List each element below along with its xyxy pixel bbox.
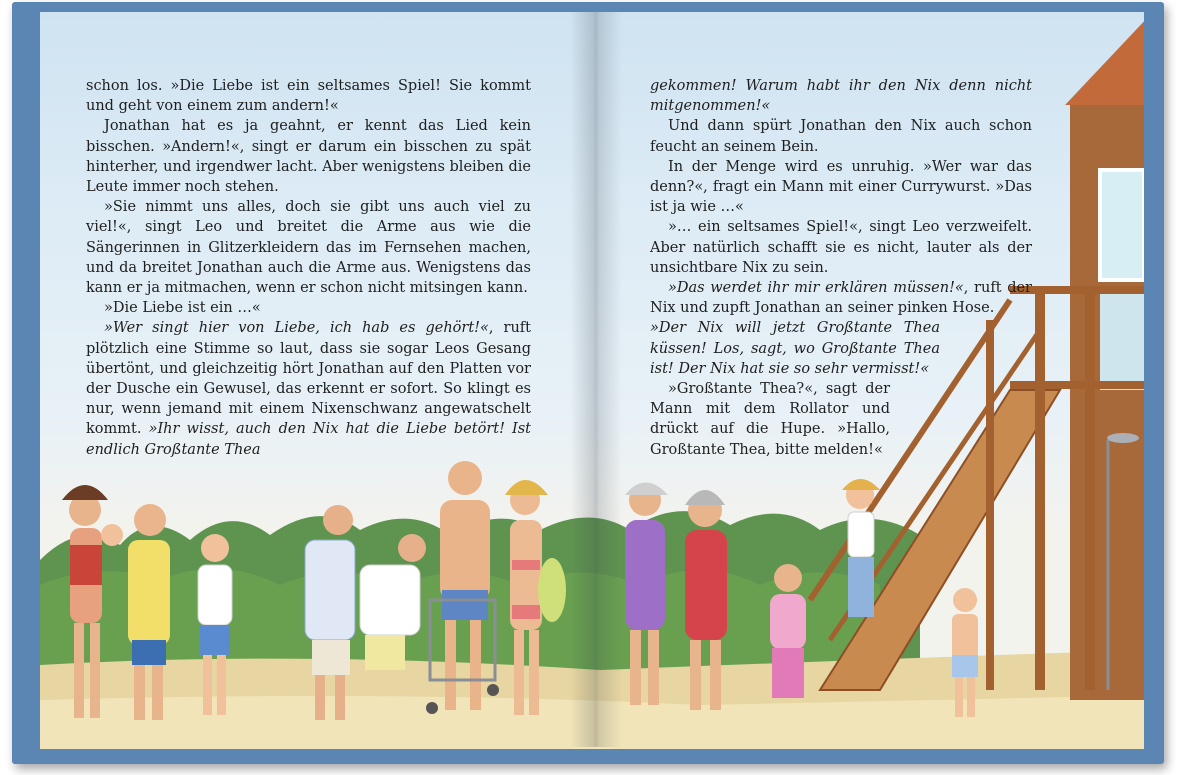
shower-building bbox=[1065, 15, 1150, 700]
left-paragraph-3: »Sie nimmt uns alles, doch sie gibt uns auch viel zu viel!«, singt Leo und breitet die Arme aus wie die Sängerinnen in Glitzerkleidern das im Fernsehen machen, und da breitet Jonathan auch die Arme aus. Wenigstens das kann er ja mitmachen, wenn er schon nicht mitsingen kann. bbox=[86, 199, 531, 297]
right-paragraph-5 bbox=[650, 278, 1032, 318]
left-paragraph-5 bbox=[86, 318, 531, 459]
right-paragraph-1-quote: gekommen! Warum habt ihr den Nix denn nicht mitgenommen!« bbox=[650, 78, 1032, 115]
right-paragraph-2: Und dann spürt Jonathan den Nix auch schon feucht an seinem Bein. bbox=[650, 118, 1032, 155]
left-paragraph-5-text: , ruft plötzlich eine Stimme so laut, dass sie sogar Leos Gesang übertönt, und gleichzeitig hört Jonathan auf den Platten vor der Dusche ein Gewusel, das erkennt er sofort. So klingt es nur, wenn jemand mit einem Nixenschwanz angewatschelt kommt. bbox=[86, 320, 531, 438]
right-paragraph-3: In der Menge wird es unruhig. »Wer war das denn?«, fragt ein Mann mit einer Currywurst. »Das ist ja wie …« bbox=[650, 158, 1032, 216]
right-paragraph-6 bbox=[650, 318, 940, 379]
left-paragraph-4: »Die Liebe ist ein …« bbox=[104, 300, 261, 317]
right-paragraph-7: »Großtante Thea?«, sagt der Mann mit dem Rollator und drückt auf die Hupe. »Hallo, Großtante Thea, bitte melden!« bbox=[650, 381, 890, 458]
left-paragraph-5-quote: »Wer singt hier von Liebe, ich hab es gehört!« bbox=[104, 320, 489, 337]
left-page-text bbox=[86, 76, 531, 460]
right-paragraph-1 bbox=[650, 76, 1032, 116]
left-paragraph-1: schon los. »Die Liebe ist ein seltsames Spiel! Sie kommt und geht von einem zum andern!« bbox=[86, 78, 531, 115]
left-paragraph-5-quote-2: »Ihr wisst, auch den Nix hat die Liebe betört! Ist endlich Großtante Thea bbox=[86, 421, 532, 458]
right-paragraph-5-text: , ruft der Nix und zupft Jonathan an seiner pinken Hose. bbox=[650, 280, 1032, 317]
right-paragraph-4: »… ein seltsames Spiel!«, singt Leo verzweifelt. Aber natürlich schafft sie es nicht, lauter als der unsichtbare Nix zu sein. bbox=[650, 219, 1032, 276]
left-paragraph-2: Jonathan hat es ja geahnt, er kennt das Lied kein bisschen. »Andern!«, singt er darum ein bisschen zu spät hinterher, und irgendwer lacht. Aber wenigstens bleiben die Leute immer noch stehen. bbox=[86, 118, 531, 196]
right-paragraph-5-quote: »Das werdet ihr mir erklären müssen!« bbox=[668, 280, 964, 297]
right-paragraph-6-quote: »Der Nix will jetzt Großtante Thea küssen! Los, sagt, wo Großtante Thea ist! Der Nix hat sie so sehr vermisst!« bbox=[650, 320, 940, 377]
right-page-text bbox=[650, 76, 1032, 460]
